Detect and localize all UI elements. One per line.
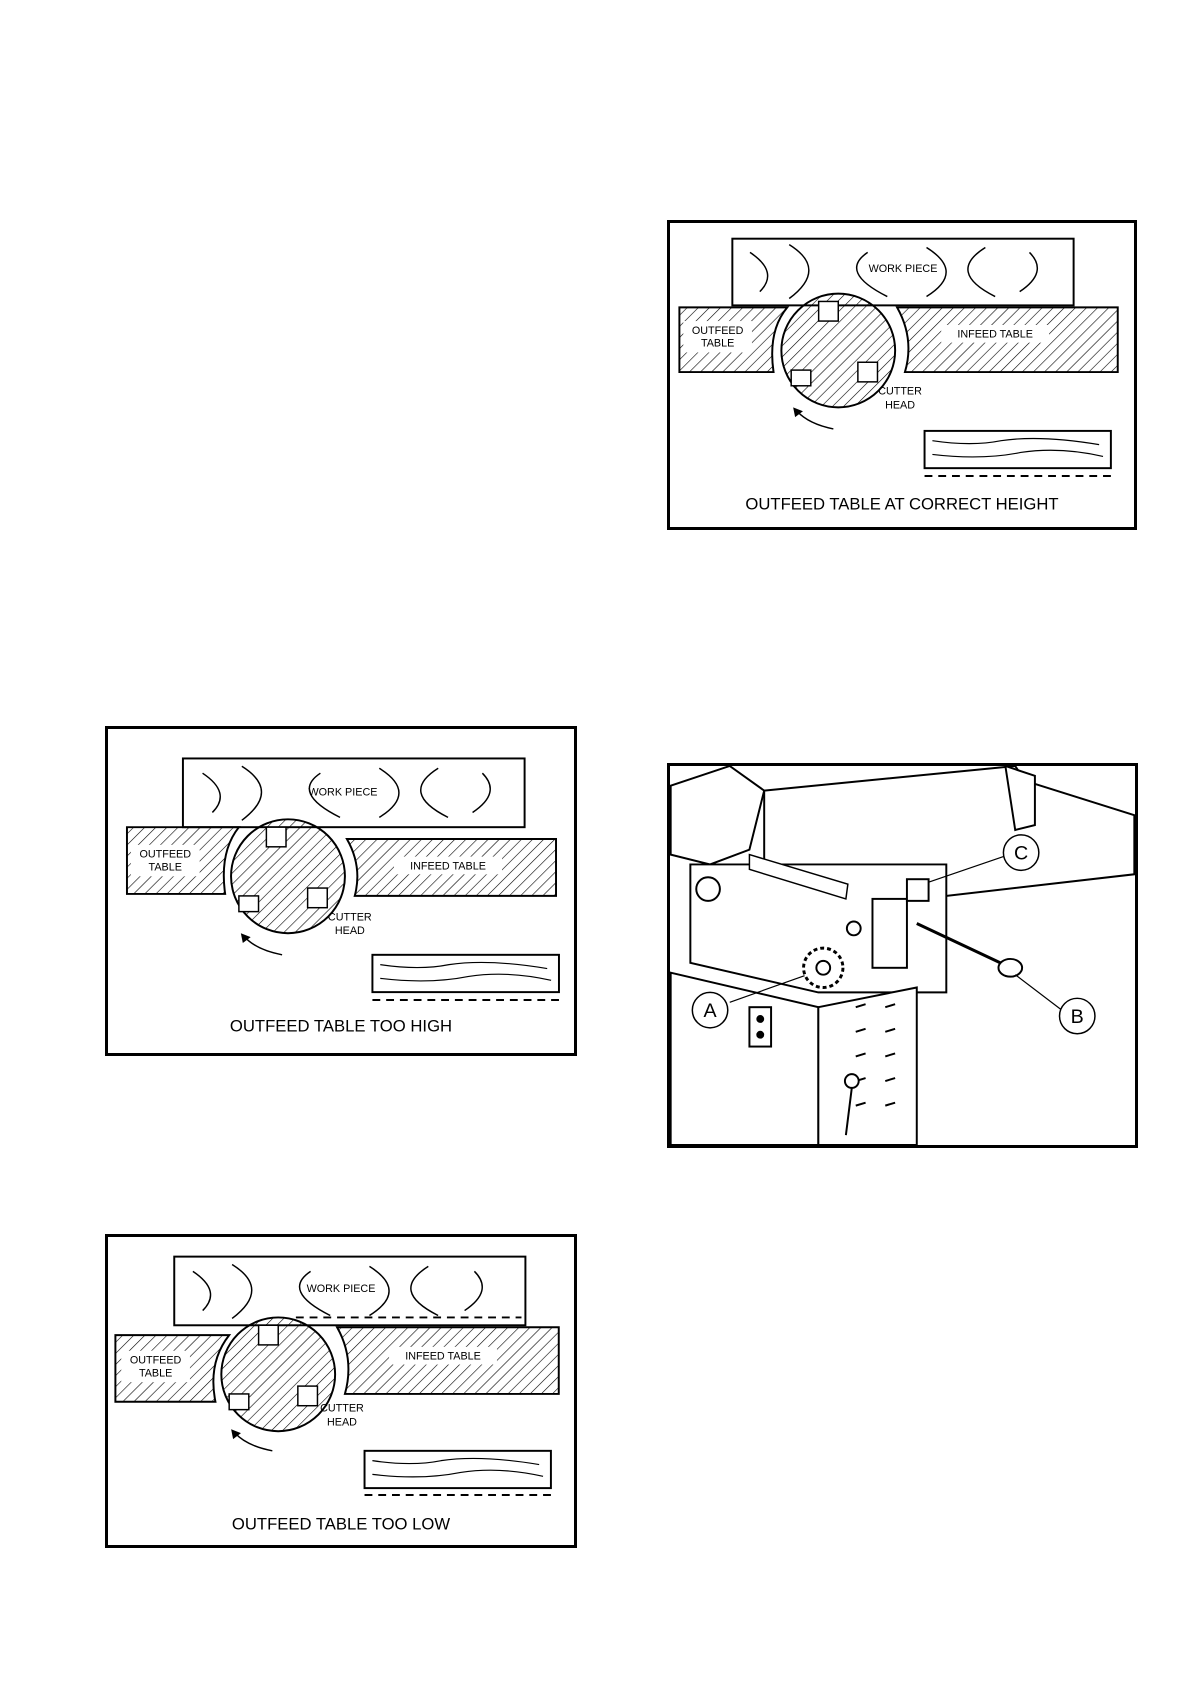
outfeed-table-casting — [671, 766, 765, 864]
power-switch — [749, 1007, 771, 1046]
work-piece-label: WORK PIECE — [868, 263, 938, 276]
bolt-left — [696, 877, 720, 901]
figure-caption: OUTFEED TABLE TOO HIGH — [229, 1016, 453, 1036]
infeed-label: INFEED TABLE — [957, 328, 1033, 341]
knife-1 — [266, 827, 286, 847]
switch-button-stop — [756, 1031, 764, 1039]
outfeed-label-line2: TABLE — [148, 861, 182, 874]
work-piece-label: WORK PIECE — [308, 786, 378, 799]
cutter-head-label-line2: HEAD — [327, 1416, 357, 1429]
outfeed-label-line2: TABLE — [138, 1367, 173, 1380]
switch-button-start — [756, 1015, 764, 1023]
result-board — [372, 955, 559, 992]
stand-left — [671, 973, 819, 1145]
knife-1 — [819, 301, 839, 321]
knife-2 — [858, 362, 878, 382]
stand-front — [818, 987, 916, 1145]
outfeed-label-line2: TABLE — [700, 337, 735, 350]
callout-b-label: B — [1070, 1005, 1084, 1028]
handwheel-hub — [816, 961, 830, 975]
figure-outfeed-correct-height — [667, 220, 1137, 530]
infeed-label: INFEED TABLE — [410, 860, 486, 873]
leader-b — [1015, 975, 1064, 1012]
lever-knob — [998, 959, 1022, 977]
figure-outfeed-too-low — [105, 1234, 577, 1548]
rotation-arrow — [235, 1433, 272, 1451]
callout-a-label: A — [703, 1000, 717, 1023]
knife-1 — [259, 1325, 279, 1345]
infeed-label: INFEED TABLE — [405, 1350, 481, 1363]
knife-2 — [308, 888, 328, 908]
diagram-too-low — [108, 1237, 574, 1545]
cutter-head-label-line1: CUTTER — [327, 911, 372, 924]
label-plate — [872, 899, 906, 968]
machine-illustration — [670, 766, 1135, 1145]
figure-caption: OUTFEED TABLE TOO LOW — [231, 1514, 451, 1534]
diagram-correct-height — [670, 223, 1134, 527]
cutter-head-label-line1: CUTTER — [878, 385, 922, 398]
outfeed-label-line1: OUTFEED — [129, 1354, 182, 1367]
key-lock — [845, 1074, 859, 1088]
figure-caption: OUTFEED TABLE AT CORRECT HEIGHT — [745, 494, 1059, 514]
knife-2 — [298, 1386, 318, 1406]
figure-outfeed-too-high — [105, 726, 577, 1056]
outfeed-label-line1: OUTFEED — [139, 848, 192, 861]
knife-3 — [239, 896, 259, 912]
outfeed-label-line1: OUTFEED — [691, 324, 744, 337]
work-piece-label: WORK PIECE — [306, 1282, 376, 1295]
bolt-right — [847, 922, 861, 936]
diagram-too-high — [108, 729, 574, 1053]
result-board — [925, 431, 1111, 468]
callout-c-label: C — [1014, 842, 1029, 865]
knife-3 — [791, 370, 811, 386]
result-board — [365, 1451, 551, 1488]
table-lock-knob — [907, 879, 929, 901]
cutter-head-label-line2: HEAD — [885, 399, 915, 412]
cutter-head-label-line2: HEAD — [334, 925, 365, 938]
figure-machine-adjustment — [667, 763, 1138, 1148]
cutter-head-label-line1: CUTTER — [320, 1402, 364, 1415]
rotation-arrow — [797, 411, 833, 429]
rotation-arrow — [245, 937, 282, 955]
knife-3 — [229, 1394, 249, 1410]
